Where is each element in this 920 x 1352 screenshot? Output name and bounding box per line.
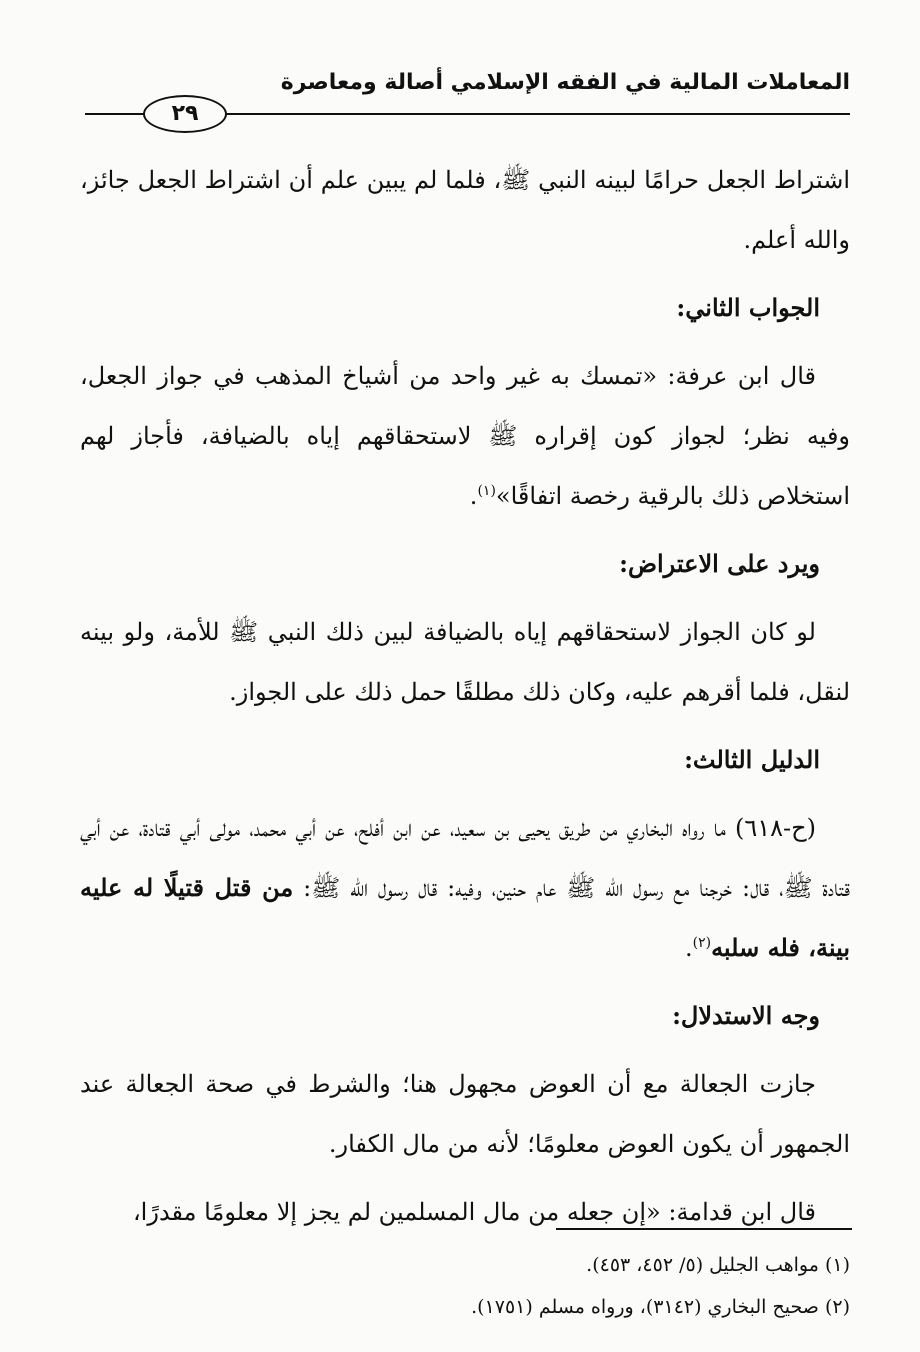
- footnote-rule: [556, 1228, 852, 1230]
- heading-second-answer: الجواب الثاني:: [676, 293, 820, 322]
- heading-third-evidence: الدليل الثالث:: [684, 745, 820, 774]
- paragraph-4: [80, 798, 850, 978]
- heading-objection: ويرد على الاعتراض:: [619, 549, 820, 578]
- paragraph-5: جازت الجعالة مع أن العوض مجهول هنا؛ والشرط في صحة الجعالة عند الجمهور أن يكون العوض معلومًا؛ لأنه من مال الكفار.: [80, 1070, 850, 1158]
- hadith-quote: من قتل قتيلًا له عليه بينة، فله سلبه: [80, 873, 850, 962]
- body-text: [80, 150, 850, 1250]
- footnote-2: (٢) صحيح البخاري (٣١٤٢)، ورواه مسلم (١٧٥١).: [471, 1296, 850, 1318]
- footnote-1: (١) مواهب الجليل (٥/ ٤٥٢، ٤٥٣).: [586, 1254, 850, 1276]
- paragraph-2-end: .: [469, 482, 478, 510]
- paragraph-2-text: قال ابن عرفة: «تمسك به غير واحد من أشياخ المذهب في جواز الجعل، وفيه نظر؛ لجواز كون إقراره ﷺ لاستحقاقهم إياه بالضيافة، فأجاز لهم استخلاص ذلك بالرقية رخصة اتفاقًا»: [80, 362, 850, 510]
- paragraph-6: قال ابن قدامة: «إن جعله من مال المسلمين لم يجز إلا معلومًا مقدرًا،: [132, 1198, 816, 1226]
- paragraph-2: [80, 346, 850, 526]
- paragraph-4-text: (ح-٦١٨) ما رواه البخاري من طريق يحيى بن سعيد، عن ابن أفلح، عن أبي محمد، مولى أبي قتادة، عن أبي قتادة ﷺ، قال: خرجنا مع رسول الله ﷺ عام حنين، وفيه: قال رسول الله ﷺ:: [80, 814, 850, 902]
- footnote-ref-1: (١): [477, 483, 496, 499]
- footnote-ref-2: (٢): [692, 935, 712, 951]
- paragraph-1: اشتراط الجعل حرامًا لبينه النبي ﷺ، فلما لم يبين علم أن اشتراط الجعل جائز، والله أعلم.: [80, 166, 850, 254]
- paragraph-3: لو كان الجواز لاستحقاقهم إياه بالضيافة لبين ذلك النبي ﷺ للأمة، ولو بينه لنقل، فلما أقرهم عليه، وكان ذلك مطلقًا حمل ذلك على الجواز.: [80, 618, 850, 706]
- paragraph-4-end: .: [684, 934, 693, 962]
- heading-inference: وجه الاستدلال:: [672, 1001, 820, 1030]
- footnotes: [80, 1244, 850, 1328]
- running-title: المعاملات المالية في الفقه الإسلامي أصالة ومعاصرة: [280, 70, 850, 95]
- page-number: ٢٩: [143, 95, 227, 133]
